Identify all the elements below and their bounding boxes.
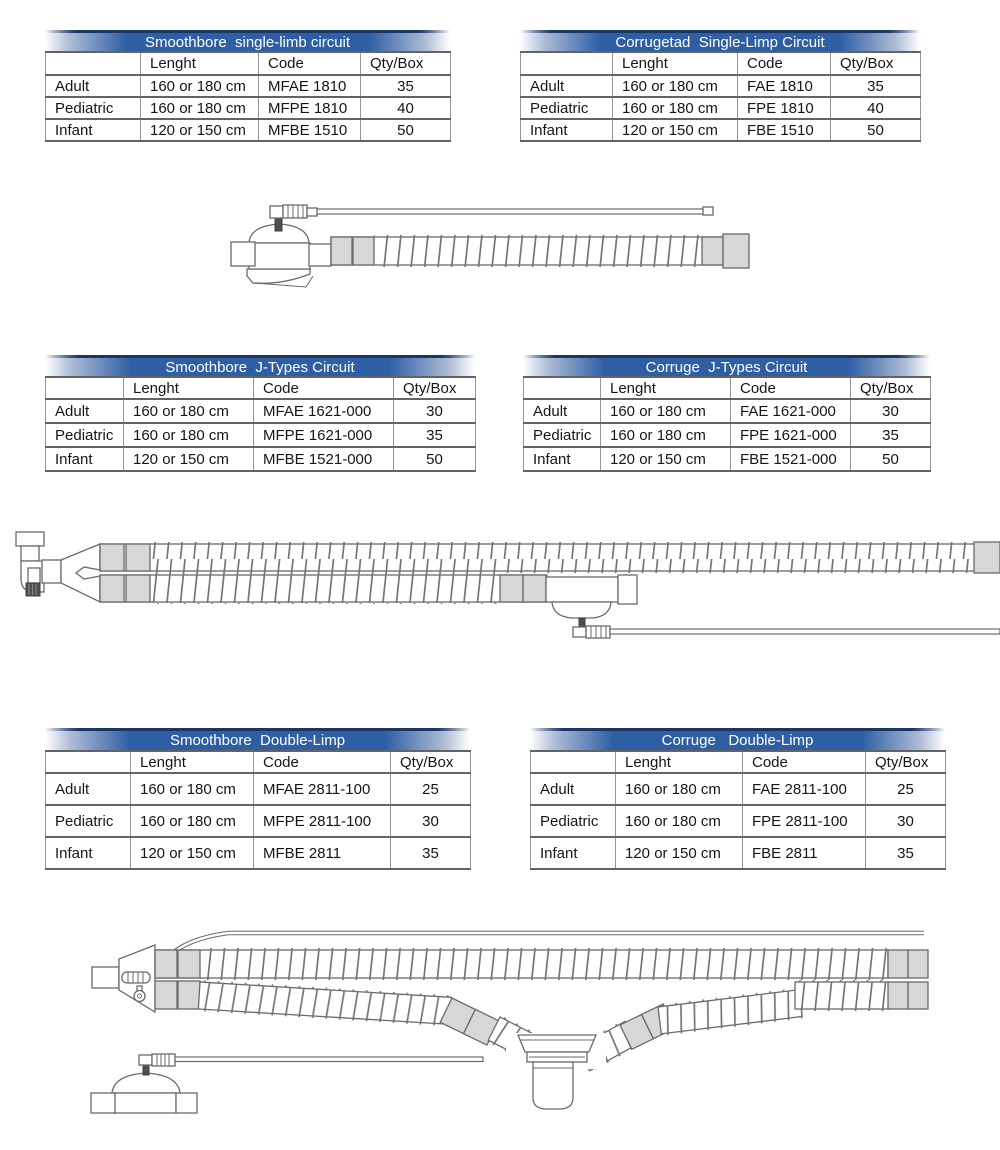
table-row (521, 119, 921, 141)
column-header-code: Code (254, 377, 394, 399)
tube-cuff (353, 237, 374, 265)
cell-qty: 50 (851, 447, 931, 471)
tube-ribs (152, 573, 500, 604)
cable-stub (275, 217, 282, 231)
cell-length: 120 or 150 cm (601, 447, 731, 471)
cell-qty: 25 (391, 773, 471, 805)
cell-code: MFAE 1621-000 (254, 399, 394, 423)
inline-adapter (91, 1054, 483, 1113)
cell-code: MFPE 1621-000 (254, 423, 394, 447)
column-header-blank (524, 377, 601, 399)
cell-code: MFAE 1810 (259, 75, 361, 97)
column-header-blank (531, 751, 616, 773)
cell-code: FBE 2811 (743, 837, 866, 869)
cell-length: 160 or 180 cm (131, 773, 254, 805)
heated-wire-adapter (231, 224, 331, 287)
table-title: Smoothbore Double-Limp (45, 728, 470, 750)
table-row (521, 97, 921, 119)
tube-cuff (331, 237, 352, 265)
tube-cuff (100, 575, 124, 602)
tube-ribs (374, 235, 702, 267)
cell-length: 120 or 150 cm (616, 837, 743, 869)
cell-code: MFBE 2811 (254, 837, 391, 869)
tube-ribs (152, 542, 972, 573)
cable-elbow-plug (139, 1055, 152, 1065)
tube-cuff (702, 237, 723, 265)
product-table-smoothbore-j-types (45, 355, 475, 472)
table-title: Smoothbore J-Types Circuit (45, 355, 475, 376)
cell-length: 120 or 150 cm (141, 119, 259, 141)
cell-length: 160 or 180 cm (141, 97, 259, 119)
column-header-code: Code (259, 52, 361, 75)
tube-cuff (155, 981, 177, 1009)
spec-table (523, 376, 931, 472)
illustration-double-limb-water-trap-circuit (0, 895, 1000, 1145)
cell-patient-type: Infant (46, 119, 141, 141)
cell-patient-type: Pediatric (521, 97, 613, 119)
cell-qty: 40 (361, 97, 451, 119)
tube-cuff (523, 575, 546, 602)
heater-wire-adapter (546, 575, 1000, 638)
wire-tip (703, 207, 713, 215)
column-header-qty: Qty/Box (851, 377, 931, 399)
cell-length: 160 or 180 cm (601, 423, 731, 447)
heater-wire (610, 629, 1000, 634)
adapter-right-port (309, 244, 331, 266)
tube-segment (795, 980, 890, 1011)
cell-qty: 30 (394, 399, 476, 423)
cell-patient-type: Pediatric (46, 805, 131, 837)
table-row (46, 75, 451, 97)
cable-elbow-plug (270, 206, 283, 218)
sensor-cable (270, 205, 713, 231)
adapter-bracket (247, 269, 310, 283)
column-header-code: Code (254, 751, 391, 773)
corrugated-tube-upper (100, 542, 1000, 573)
spec-table (45, 51, 451, 142)
adapter-dome (552, 602, 611, 618)
illustration-j-type-double-limb-circuit (0, 515, 1000, 655)
luer-port (134, 991, 145, 1002)
table-row (46, 423, 476, 447)
cell-code: MFBE 1521-000 (254, 447, 394, 471)
cell-patient-type: Adult (46, 75, 141, 97)
column-header-length: Lenght (616, 751, 743, 773)
cell-patient-type: Adult (521, 75, 613, 97)
cell-qty: 35 (361, 75, 451, 97)
tube-end-cuff (888, 950, 908, 978)
header-row (531, 751, 946, 773)
column-header-length: Lenght (141, 52, 259, 75)
cell-patient-type: Infant (531, 837, 616, 869)
table-row (46, 805, 471, 837)
tube-cuff (155, 950, 177, 978)
elbow-arm (42, 560, 61, 583)
product-table-corrugated-single-limb (520, 30, 920, 142)
table-row (524, 399, 931, 423)
cell-code: FAE 2811-100 (743, 773, 866, 805)
cell-qty: 50 (394, 447, 476, 471)
column-header-code: Code (738, 52, 831, 75)
table-row (46, 399, 476, 423)
column-header-length: Lenght (131, 751, 254, 773)
cell-length: 120 or 150 cm (613, 119, 738, 141)
cell-code: MFBE 1510 (259, 119, 361, 141)
cell-code: FAE 1810 (738, 75, 831, 97)
adapter-fitting (618, 575, 637, 604)
y-piece (92, 945, 155, 1012)
product-table-smoothbore-double-limb (45, 728, 470, 870)
cell-qty: 40 (831, 97, 921, 119)
table-title: Corruge Double-Limp (530, 728, 945, 750)
table-row (46, 837, 471, 869)
column-header-qty: Qty/Box (831, 52, 921, 75)
column-header-length: Lenght (601, 377, 731, 399)
adapter-body (546, 577, 618, 602)
cell-qty: 25 (866, 773, 946, 805)
cell-qty: 30 (391, 805, 471, 837)
heater-wire (175, 1057, 483, 1062)
cell-code: MFPE 2811-100 (254, 805, 391, 837)
cell-code: FPE 1810 (738, 97, 831, 119)
tube-end-cuff (908, 950, 928, 978)
cell-length: 120 or 150 cm (131, 837, 254, 869)
cell-length: 160 or 180 cm (131, 805, 254, 837)
column-header-qty: Qty/Box (866, 751, 946, 773)
header-row (46, 377, 476, 399)
header-row (524, 377, 931, 399)
adapter-left-port (91, 1093, 115, 1113)
cell-patient-type: Adult (531, 773, 616, 805)
corrugated-tube (331, 234, 749, 268)
cell-patient-type: Infant (46, 447, 124, 471)
cell-patient-type: Infant (46, 837, 131, 869)
tube-end-connector (723, 234, 749, 268)
cell-qty: 35 (851, 423, 931, 447)
cell-code: FPE 1621-000 (731, 423, 851, 447)
cell-qty: 35 (394, 423, 476, 447)
cell-code: FAE 1621-000 (731, 399, 851, 423)
table-title: Smoothbore single-limb circuit (45, 30, 450, 51)
cell-patient-type: Adult (46, 399, 124, 423)
spec-table (45, 750, 471, 870)
adapter-left-port (231, 242, 255, 266)
tube-cuff (500, 575, 523, 602)
cell-qty: 35 (866, 837, 946, 869)
header-row (521, 52, 921, 75)
cell-length: 160 or 180 cm (601, 399, 731, 423)
adapter-body (249, 243, 310, 269)
elbow-port (28, 568, 40, 583)
spec-table (45, 376, 476, 472)
cell-length: 160 or 180 cm (124, 399, 254, 423)
tube-segment (198, 980, 451, 1026)
tube-cuff (126, 544, 150, 571)
cell-patient-type: Adult (46, 773, 131, 805)
cell-length: 160 or 180 cm (616, 805, 743, 837)
product-table-smoothbore-single-limb (45, 30, 450, 142)
product-table-corruge-j-types (523, 355, 930, 472)
tube-cuff (100, 544, 124, 571)
table-row (531, 805, 946, 837)
tube-end-cuff (888, 982, 908, 1009)
cable-ribbed-plug (152, 1054, 175, 1066)
column-header-blank (46, 751, 131, 773)
heater-wire (317, 209, 705, 214)
tube-end-cuff (974, 542, 1000, 573)
cell-qty: 50 (831, 119, 921, 141)
elbow-connector (16, 532, 61, 596)
corrugated-tube-lower (100, 573, 547, 604)
cell-code: MFPE 1810 (259, 97, 361, 119)
cell-qty: 30 (851, 399, 931, 423)
cell-patient-type: Pediatric (531, 805, 616, 837)
cell-length: 160 or 180 cm (124, 423, 254, 447)
cell-patient-type: Infant (521, 119, 613, 141)
trap-collar (518, 1035, 596, 1052)
table-row (46, 119, 451, 141)
table-row (521, 75, 921, 97)
tube-end-cuff (908, 982, 928, 1009)
cell-qty: 50 (361, 119, 451, 141)
column-header-blank (521, 52, 613, 75)
elbow-flange (16, 532, 44, 546)
cell-qty: 35 (391, 837, 471, 869)
trap-cup (533, 1062, 573, 1109)
table-title: Corruge J-Types Circuit (523, 355, 930, 376)
header-row (46, 52, 451, 75)
table-row (531, 773, 946, 805)
spec-table (530, 750, 946, 870)
cable-elbow-plug (573, 627, 586, 637)
column-header-blank (46, 52, 141, 75)
cell-length: 160 or 180 cm (141, 75, 259, 97)
cell-qty: 35 (831, 75, 921, 97)
cell-patient-type: Infant (524, 447, 601, 471)
column-header-qty: Qty/Box (394, 377, 476, 399)
column-header-qty: Qty/Box (361, 52, 451, 75)
tube-cuff (178, 981, 200, 1009)
cell-code: FPE 2811-100 (743, 805, 866, 837)
column-header-code: Code (731, 377, 851, 399)
y-piece (61, 544, 100, 602)
tube-segment (658, 988, 803, 1036)
header-row (46, 751, 471, 773)
cell-patient-type: Pediatric (524, 423, 601, 447)
column-header-code: Code (743, 751, 866, 773)
table-row (524, 423, 931, 447)
illustration-single-limb-circuit (0, 190, 1000, 300)
cell-patient-type: Adult (524, 399, 601, 423)
cell-patient-type: Pediatric (46, 97, 141, 119)
table-row (46, 447, 476, 471)
cell-qty: 30 (866, 805, 946, 837)
cell-length: 160 or 180 cm (613, 97, 738, 119)
cell-code: FBE 1510 (738, 119, 831, 141)
cell-code: FBE 1521-000 (731, 447, 851, 471)
tube-cuff (178, 950, 200, 978)
elbow-neck (21, 546, 39, 561)
cell-length: 120 or 150 cm (124, 447, 254, 471)
patient-port (92, 967, 119, 988)
column-header-length: Lenght (124, 377, 254, 399)
adapter-dome (112, 1073, 180, 1093)
plug-neck (307, 208, 317, 216)
luer-cap (26, 583, 40, 596)
adapter-right-port (176, 1093, 197, 1113)
cable-stub (579, 618, 585, 627)
spec-table (520, 51, 921, 142)
adapter-body (114, 1093, 176, 1113)
column-header-qty: Qty/Box (391, 751, 471, 773)
cell-length: 160 or 180 cm (616, 773, 743, 805)
cell-patient-type: Pediatric (46, 423, 124, 447)
table-row (46, 773, 471, 805)
cell-code: MFAE 2811-100 (254, 773, 391, 805)
corrugated-tube-upper (155, 948, 928, 980)
table-row (531, 837, 946, 869)
table-title: Corrugetad Single-Limp Circuit (520, 30, 920, 51)
table-row (524, 447, 931, 471)
tube-ribs (200, 948, 888, 980)
column-header-length: Lenght (613, 52, 738, 75)
wire-socket (122, 972, 150, 983)
column-header-blank (46, 377, 124, 399)
tube-cuff (126, 575, 150, 602)
table-row (46, 97, 451, 119)
cell-length: 160 or 180 cm (613, 75, 738, 97)
product-table-corruge-double-limb (530, 728, 945, 870)
